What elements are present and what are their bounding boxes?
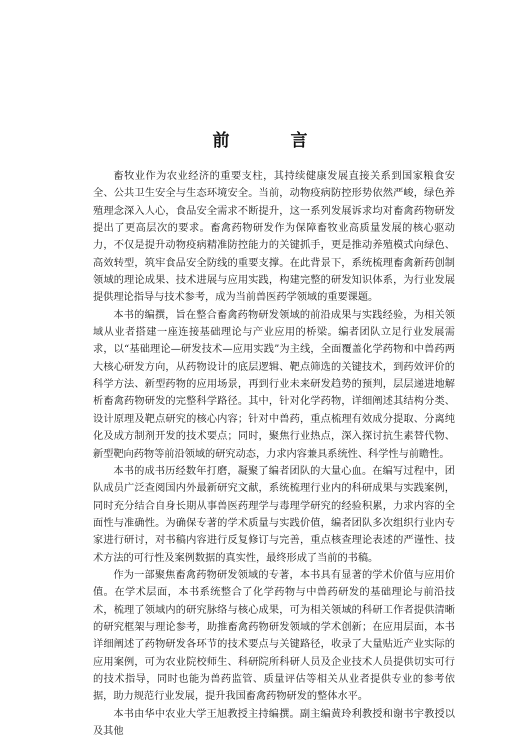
paragraph-2: 本书的编撰，旨在整合畜禽药物研发领域的前沿成果与实践经验，为相关领域从业者搭建一座连接基础理论与产业应用的桥梁。编者团队立足行业发展需求，以“基础理论—研发技术—应用实践”为主线，全面覆盖化学药物和中兽药两大核心研发方向，从药物设计的底层逻辑、靶点筛选的关键技术，到药效评价的科学方法、新型药物的应用场景，再到行业未来研发趋势的预判，层层递进地解析畜禽药物研发的完整科学路径。其中，针对化学药物，详细阐述其结构分类、设计原理及靶点研究的核心内容；针对中兽药，重点梳理有效成分提取、分离纯化及成方制剂开发的技术要点；同时，聚焦行业热点，深入探讨抗生素替代物、新型靶向药物等前沿领域的研究动态，力求内容兼具系统性、科学性与前瞻性。 bbox=[93, 309, 455, 460]
paragraph-4: 作为一部聚焦畜禽药物研发领域的专著，本书具有显著的学术价值与应用价值。在学术层面，本书系统整合了化学药物与中兽药研发的基础理论与前沿技术，梳理了领域内的研究脉络与核心成果，可为相关领域的科研工作者提供清晰的研究框架与理论参考，助推畜禽药物研发领域的学术创新；在应用层面，本书详细阐述了药物研发各环节的技术要点与关键路径，收录了大量贴近产业实际的应用案例，可为农业院校师生、科研院所科研人员及企业技术人员提供切实可行的技术指导，同时也能为兽药监管、质量评估等相关从业者提供专业的参考依据，助力规范行业发展，提升我国畜禽药物研发的整体水平。 bbox=[93, 569, 455, 703]
paragraph-1: 畜牧业作为农业经济的重要支柱，其持续健康发展直接关系到国家粮食安全、公共卫生安全与生态环境安全。当前，动物疫病防控形势依然严峻，绿色养殖理念深入人心，食品安全需求不断提升，这一系列发展诉求均对畜禽药物研发提出了更高层次的要求。畜禽药物研发作为保障畜牧业高质量发展的核心驱动力，不仅是提升动物疫病精准防控能力的关键抓手，更是推动养殖模式向绿色、高效转型，筑牢食品安全防线的重要支撑。在此背景下，系统梳理畜禽新药创制领域的理论成果、技术进展与应用实践，构建完整的研发知识体系，为行业发展提供理论指导与技术参考，成为当前兽医药学领域的重要课题。 bbox=[93, 171, 455, 304]
paragraph-3: 本书的成书历经数年打磨，凝聚了编者团队的大量心血。在编写过程中，团队成员广泛查阅国内外最新研究文献，系统梳理行业内的科研成果与实践案例，同时充分结合自身长期从事兽医药理学与毒理学研究的经验积累，力求内容的全面性与准确性。为确保专著的学术质量与实践价值，编者团队多次组织行业内专家进行研讨，对书稿内容进行反复修订与完善，重点核查理论表述的严谨性、技术方法的可行性及案例数据的真实性，最终形成了当前的书稿。 bbox=[93, 465, 455, 564]
paragraph-5: 本书由华中农业大学王旭教授主持编撰。副主编黄玲利教授和谢书宇教授以及其他 bbox=[93, 708, 455, 737]
preface-body bbox=[93, 168, 455, 740]
page-title: 前 言 bbox=[212, 131, 330, 151]
